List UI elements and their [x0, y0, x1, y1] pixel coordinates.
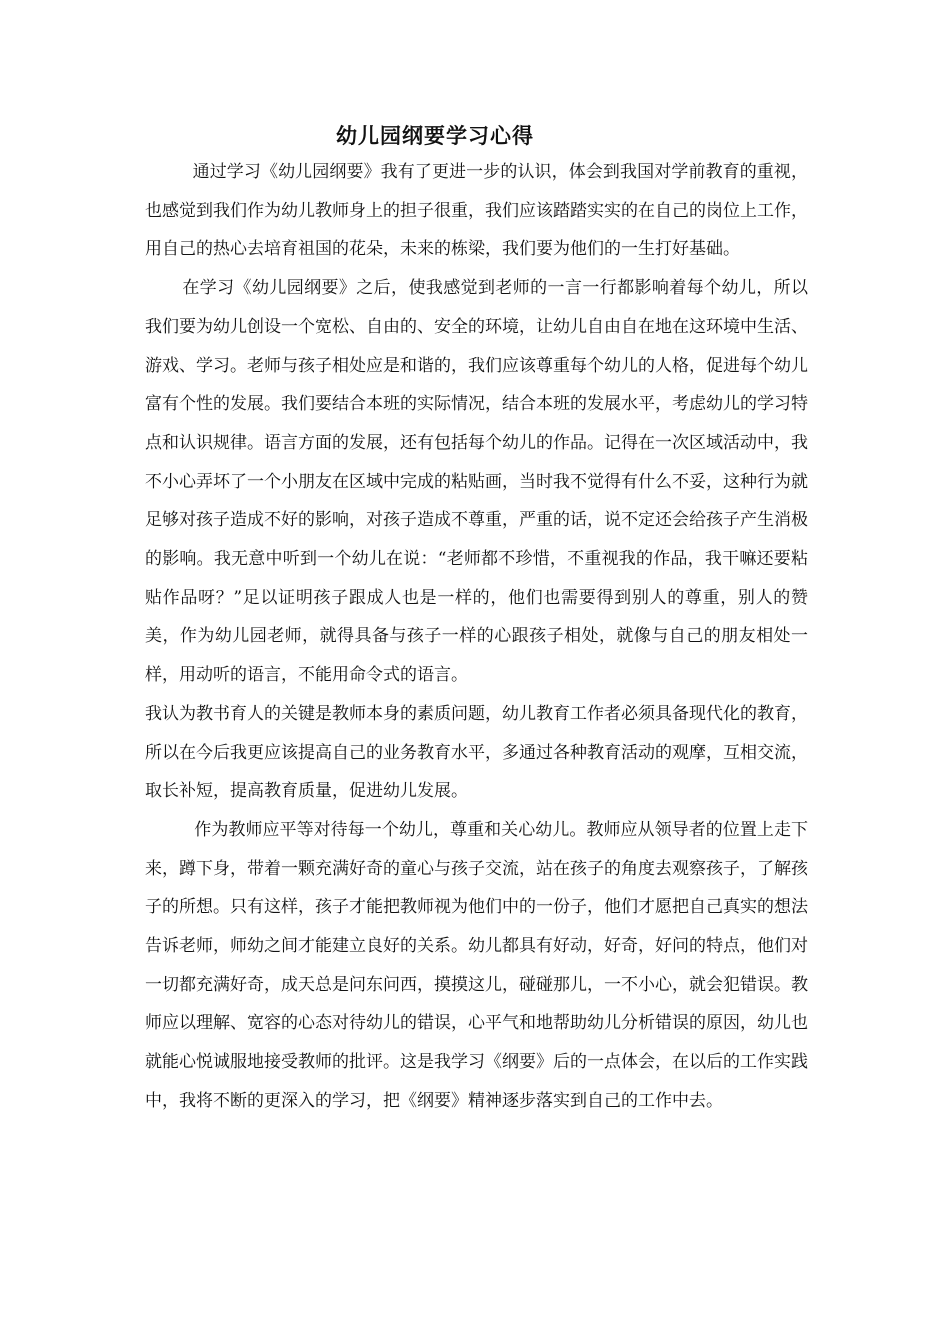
paragraph-3: 我认为教书育人的关键是教师本身的素质问题，幼儿教育工作者必须具备现代化的教育，所以在今后我更应该提高自己的业务教育水平，多通过各种教育活动的观摩，互相交流，取长补短，提高教育质量，促进幼儿发展。 [145, 703, 808, 802]
paragraph-1: 通过学习《幼儿园纲要》我有了更进一步的认识，体会到我国对学前教育的重视，也感觉到我们作为幼儿教师身上的担子很重，我们应该踏踏实实的在自己的岗位上工作，用自己的热心去培育祖国的花朵，未来的栋梁，我们要为他们的一生打好基础。 [145, 162, 808, 260]
paragraph-4: 作为教师应平等对待每一个幼儿，尊重和关心幼儿。教师应从领导者的位置上走下来，蹲下身，带着一颗充满好奇的童心与孩子交流，站在孩子的角度去观察孩子，了解孩子的所想。只有这样，孩子才能把教师视为他们中的一份子，他们才愿把自己真实的想法告诉老师，师幼之间才能建立良好的关系。幼儿都具有好动，好奇，好问的特点，他们对一切都充满好奇，成天总是问东问西，摸摸这儿，碰碰那儿，一不小心，就会犯错误。教师应以理解、宽容的心态对待幼儿的错误，心平气和地帮助幼儿分析错误的原因，幼儿也就能心悦诚服地接受教师的批评。这是我学习《纲要》后的一点体会，在以后的工作实践中，我将不断的更深入的学习，把《纲要》精神逐步落实到自己的工作中去。 [145, 819, 808, 1111]
document-title: 幼儿园纲要学习心得 [336, 123, 534, 148]
paragraph-2: 在学习《幼儿园纲要》之后，使我感觉到老师的一言一行都影响着每个幼儿，所以我们要为幼儿创设一个宽松、自由的、安全的环境，让幼儿自由自在地在这环境中生活、游戏、学习。老师与孩子相处应是和谐的，我们应该尊重每个幼儿的人格，促进每个幼儿富有个性的发展。我们要结合本班的实际情况，结合本班的发展水平，考虑幼儿的学习特点和认识规律。语言方面的发展，还有包括每个幼儿的作品。记得在一次区域活动中，我不小心弄坏了一个小朋友在区域中完成的粘贴画，当时我不觉得有什么不妥，这种行为就足够对孩子造成不好的影响，对孩子造成不尊重，严重的话，说不定还会给孩子产生消极的影响。我无意中听到一个幼儿在说：“老师都不珍惜，不重视我的作品，我干嘛还要粘贴作品呀？”足以证明孩子跟成人也是一样的，他们也需要得到别人的尊重，别人的赞美，作为幼儿园老师，就得具备与孩子一样的心跟孩子相处，就像与自己的朋友相处一样，用动听的语言，不能用命令式的语言。 [145, 278, 808, 686]
document-body [145, 153, 808, 1121]
